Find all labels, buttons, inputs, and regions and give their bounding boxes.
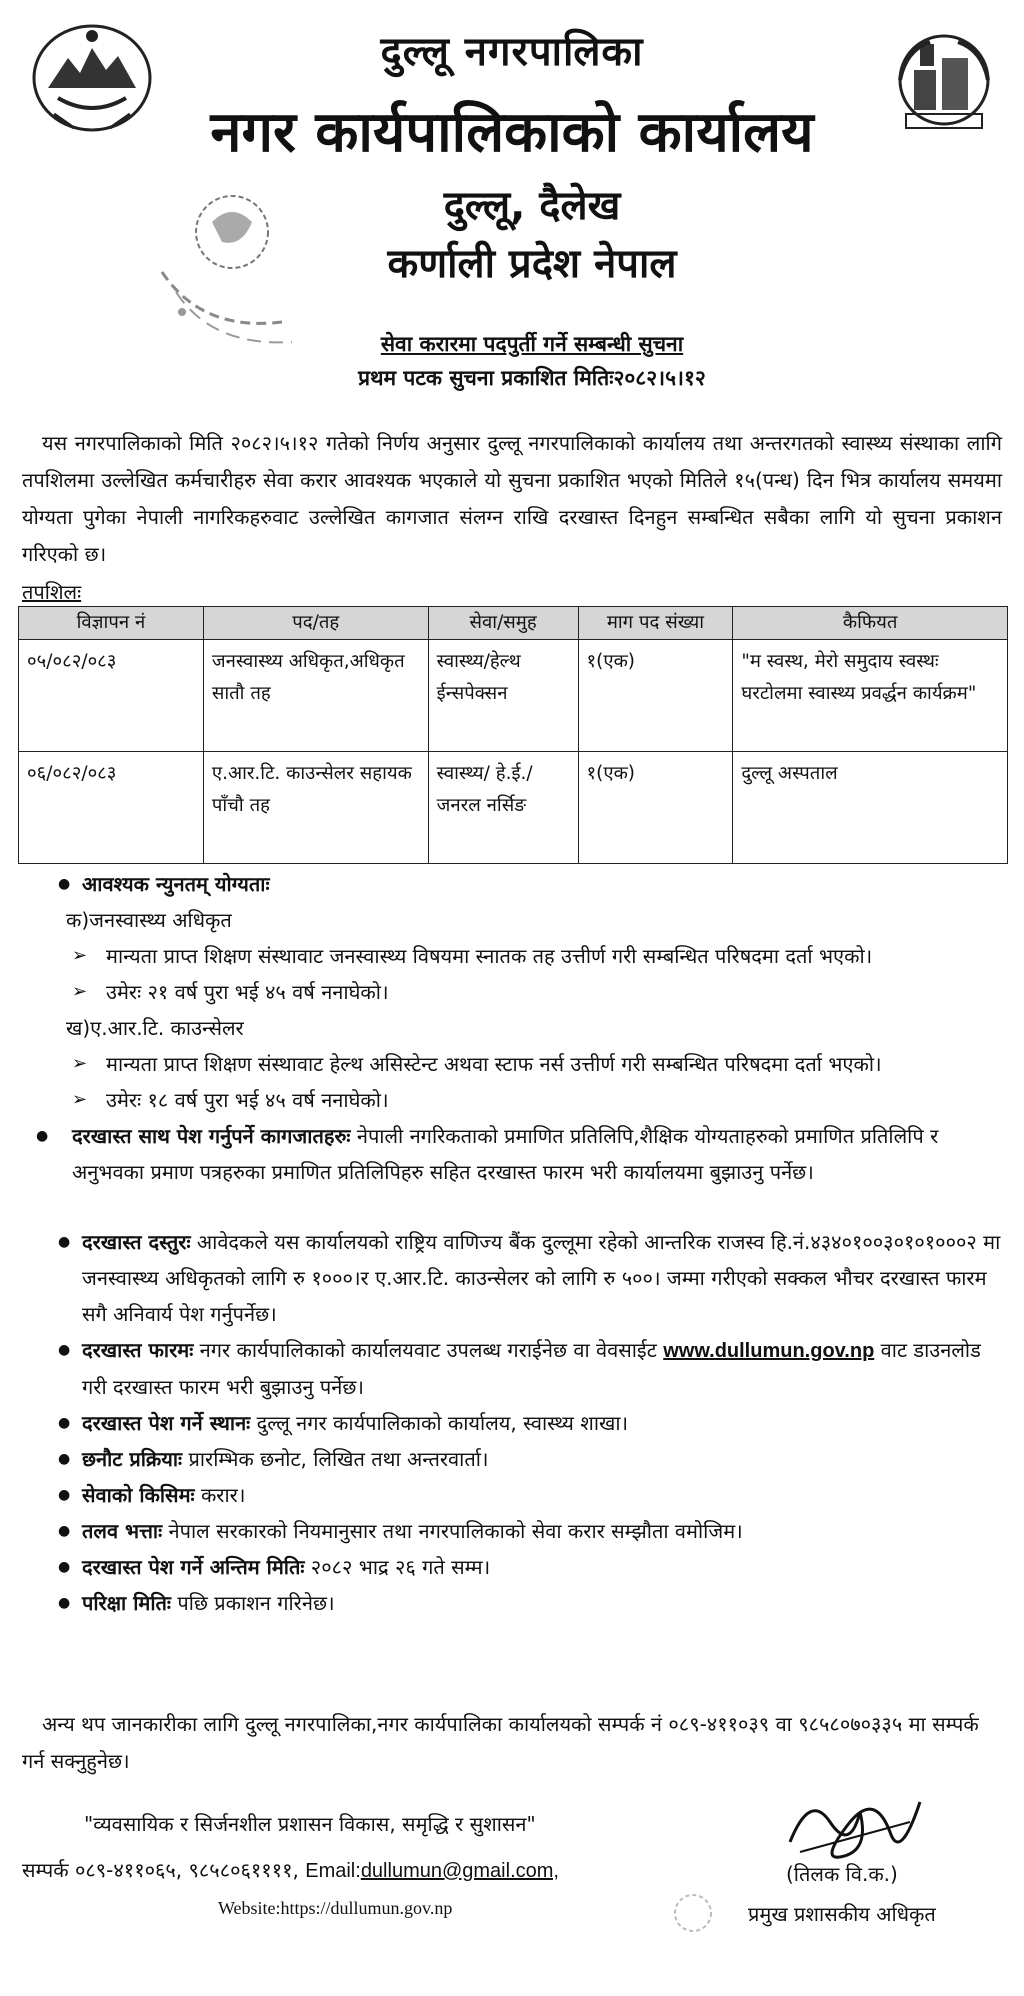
notice-intro: यस नगरपालिकाको मिति २०८२।५।१२ गतेको निर्णय अनुसार दुल्लू नगरपालिकाको कार्यालय तथा अन्तरगतको स्वास्थ्य संस्थाका लागि तपशिलमा उल्लेखित कर्मचारीहरु सेवा करार आवश्यक भएकाले यो सुचना प्रकाशित भएको मितिले १५(पन्ध) दिन भित्र कार्यालय समयमा योग्यता पुगेका नेपाली नागरिकहरुवाट उल्लेखित कागजात संलग्न राखि दरखास्त दिनहुन सम्बन्धित सबैका लागि यो सुचना प्रकाशन गरिएको छ। xyxy=(22,431,1002,566)
form-label: दरखास्त फारमः xyxy=(82,1338,194,1362)
detail-item xyxy=(22,1477,1002,1513)
detail-label: दरखास्त पेश गर्ने अन्तिम मितिः xyxy=(82,1555,305,1579)
detail-text: पछि प्रकाशन गरिनेछ। xyxy=(177,1591,335,1615)
office-name: नगर कार्यपालिकाको कार्यालय xyxy=(210,100,814,165)
detail-item xyxy=(22,1405,1002,1441)
detail-label: तलव भत्ताः xyxy=(82,1519,163,1543)
office-location: दुल्लू, दैलेख xyxy=(443,183,621,229)
publish-date: प्रथम पटक सुचना प्रकाशित मितिः२०८२।५।१२ xyxy=(358,366,706,390)
cell-remark: "म स्वस्थ, मेरो समुदाय स्वस्थः घरटोलमा स्वास्थ्य प्रवर्द्धन कार्यक्रम" xyxy=(733,640,1008,752)
cell-remark: दुल्लू अस्पताल xyxy=(733,752,1008,864)
municipality-name: दुल्लू नगरपालिका xyxy=(380,29,644,75)
detail-item xyxy=(22,1549,1002,1585)
footer-contact xyxy=(22,1856,559,1883)
table-row xyxy=(19,752,1008,864)
documents-item xyxy=(22,1118,1002,1190)
cell-service: स्वास्थ्य/हेल्थ ईन्सपेक्सन xyxy=(428,640,578,752)
form-item xyxy=(22,1332,1002,1405)
signatory-name: (तिलक वि.क.) xyxy=(786,1862,898,1886)
detail-label: परिक्षा मितिः xyxy=(82,1591,171,1615)
cell-count: १(एक) xyxy=(578,640,733,752)
fee-item xyxy=(22,1224,1002,1332)
col-header-post: पद/तह xyxy=(203,607,428,640)
email-label: Email: xyxy=(305,1860,361,1882)
cell-ad-no: ०५/०८२/०८३ xyxy=(19,640,204,752)
detail-text: नेपाल सरकारको नियमानुसार तथा नगरपालिकाको सेवा करार सम्झौता वमोजिम। xyxy=(168,1519,743,1543)
positions-table xyxy=(18,606,1008,864)
website-link[interactable]: www.dullumun.gov.np xyxy=(663,1340,875,1362)
cell-count: १(एक) xyxy=(578,752,733,864)
email-link[interactable]: dullumun@gmail.com, xyxy=(360,1860,559,1882)
qualification-b-item: ➢ उमेरः १८ वर्ष पुरा भई ४५ वर्ष ननाघेको। xyxy=(22,1082,1002,1118)
notice-subject: सेवा करारमा पदपुर्ती गर्ने सम्बन्धी सुचना xyxy=(380,332,684,356)
footer-website[interactable]: Website:https://dullumun.gov.np xyxy=(218,1898,453,1918)
qualification-heading: ● आवश्यक न्युनतम् योग्यताः xyxy=(22,866,1002,902)
slogan: "व्यवसायिक र सिर्जनशील प्रशासन विकास, समृद्धि र सुशासन" xyxy=(84,1812,536,1836)
detail-text: करार। xyxy=(200,1483,246,1507)
qualification-b-title: ख)ए.आर.टि. काउन्सेलर xyxy=(66,1016,244,1040)
form-text-before: नगर कार्यपालिकाको कार्यालयवाट उपलब्ध गराईनेछ वा वेवसाईट xyxy=(199,1338,657,1362)
cell-ad-no: ०६/०८२/०८३ xyxy=(19,752,204,864)
notice-body xyxy=(22,866,1002,1621)
signatory-title: प्रमुख प्रशासकीय अधिकृत xyxy=(748,1902,936,1926)
col-header-remark: कैफियत xyxy=(733,607,1008,640)
detail-label: सेवाको किसिमः xyxy=(82,1483,195,1507)
col-header-service: सेवा/समुह xyxy=(428,607,578,640)
documents-label: दरखास्त साथ पेश गर्नुपर्ने कागजातहरुः xyxy=(72,1124,351,1148)
cell-post: जनस्वास्थ्य अधिकृत,अधिकृत सातौ तह xyxy=(203,640,428,752)
detail-text: प्रारम्भिक छनोट, लिखित तथा अन्तरवार्ता। xyxy=(188,1447,489,1471)
col-header-count: माग पद संख्या xyxy=(578,607,733,640)
table-row xyxy=(19,640,1008,752)
details-label: तपशिलः xyxy=(22,580,82,604)
table-header-row xyxy=(19,607,1008,640)
detail-label: दरखास्त पेश गर्ने स्थानः xyxy=(82,1411,251,1435)
cell-post: ए.आर.टि. काउन्सेलर सहायक पाँचौ तह xyxy=(203,752,428,864)
seal-mark xyxy=(668,1888,718,1938)
detail-item xyxy=(22,1585,1002,1621)
fee-label: दरखास्त दस्तुरः xyxy=(82,1230,191,1254)
signature xyxy=(780,1782,930,1872)
qualification-a-item: ➢ उमेरः २१ वर्ष पुरा भई ४५ वर्ष ननाघेको। xyxy=(22,974,1002,1010)
province-name: कर्णाली प्रदेश नेपाल xyxy=(387,241,677,287)
qualification-a-item: ➢ मान्यता प्राप्त शिक्षण संस्थावाट जनस्वास्थ्य विषयमा स्नातक तह उत्तीर्ण गरी सम्बन्धित परिषदमा दर्ता भएको। xyxy=(22,938,1002,974)
cell-service: स्वास्थ्य/ हे.ई./जनरल नर्सिङ xyxy=(428,752,578,864)
col-header-ad-no: विज्ञापन नं xyxy=(19,607,204,640)
detail-label: छनौट प्रक्रियाः xyxy=(82,1447,183,1471)
fee-text: आवेदकले यस कार्यालयको राष्ट्रिय वाणिज्य बैंक दुल्लूमा रहेको आन्तरिक राजस्व हि.नं.४३४०१००३०१०१०००२ मा जनस्वास्थ्य अधिकृतको लागि रु १०००।र ए.आर.टि. काउन्सेलर को लागि रु ५००। जम्मा गरीएको सक्कल भौचर दरखास्त फारम सगै अनिवार्य पेश गर्नुपर्नेछ। xyxy=(82,1230,1001,1326)
documents-text: नेपाली नगरिकताको प्रमाणित प्रतिलिपि,शैक्षिक योग्यताहरुको प्रमाणित प्रतिलिपि र अनुभवका प्रमाण पत्रहरुका प्रमाणित प्रतिलिपिहरु सहित दरखास्त फारम भरी कार्यालयमा बुझाउनु पर्नेछ। xyxy=(72,1124,939,1184)
detail-text: २०८२ भाद्र २६ गते सम्म। xyxy=(310,1555,491,1579)
detail-item xyxy=(22,1513,1002,1549)
contact-info: अन्य थप जानकारीका लागि दुल्लू नगरपालिका,नगर कार्यपालिका कार्यालयको सम्पर्क नं ०८९-४११०३९ वा ९८५८०७०३३५ मा सम्पर्क गर्न सक्नुहुनेछ। xyxy=(22,1712,979,1773)
qualification-a-title: क)जनस्वास्थ्य अधिकृत xyxy=(66,908,232,932)
qualification-b-item: ➢ मान्यता प्राप्त शिक्षण संस्थावाट हेल्थ असिस्टेन्ट अथवा स्टाफ नर्स उत्तीर्ण गरी सम्बन्धित परिषदमा दर्ता भएको। xyxy=(22,1046,1002,1082)
footer-phone: सम्पर्क ०८९-४११०६५, ९८५८०६११११, xyxy=(22,1858,299,1882)
detail-text: दुल्लू नगर कार्यपालिकाको कार्यालय, स्वास्थ्य शाखा। xyxy=(256,1411,629,1435)
detail-item xyxy=(22,1441,1002,1477)
form-text-after: वाट डाउनलोड गरी दरखास्त फारम भरी बुझाउनु पर्नेछ। xyxy=(82,1338,981,1399)
